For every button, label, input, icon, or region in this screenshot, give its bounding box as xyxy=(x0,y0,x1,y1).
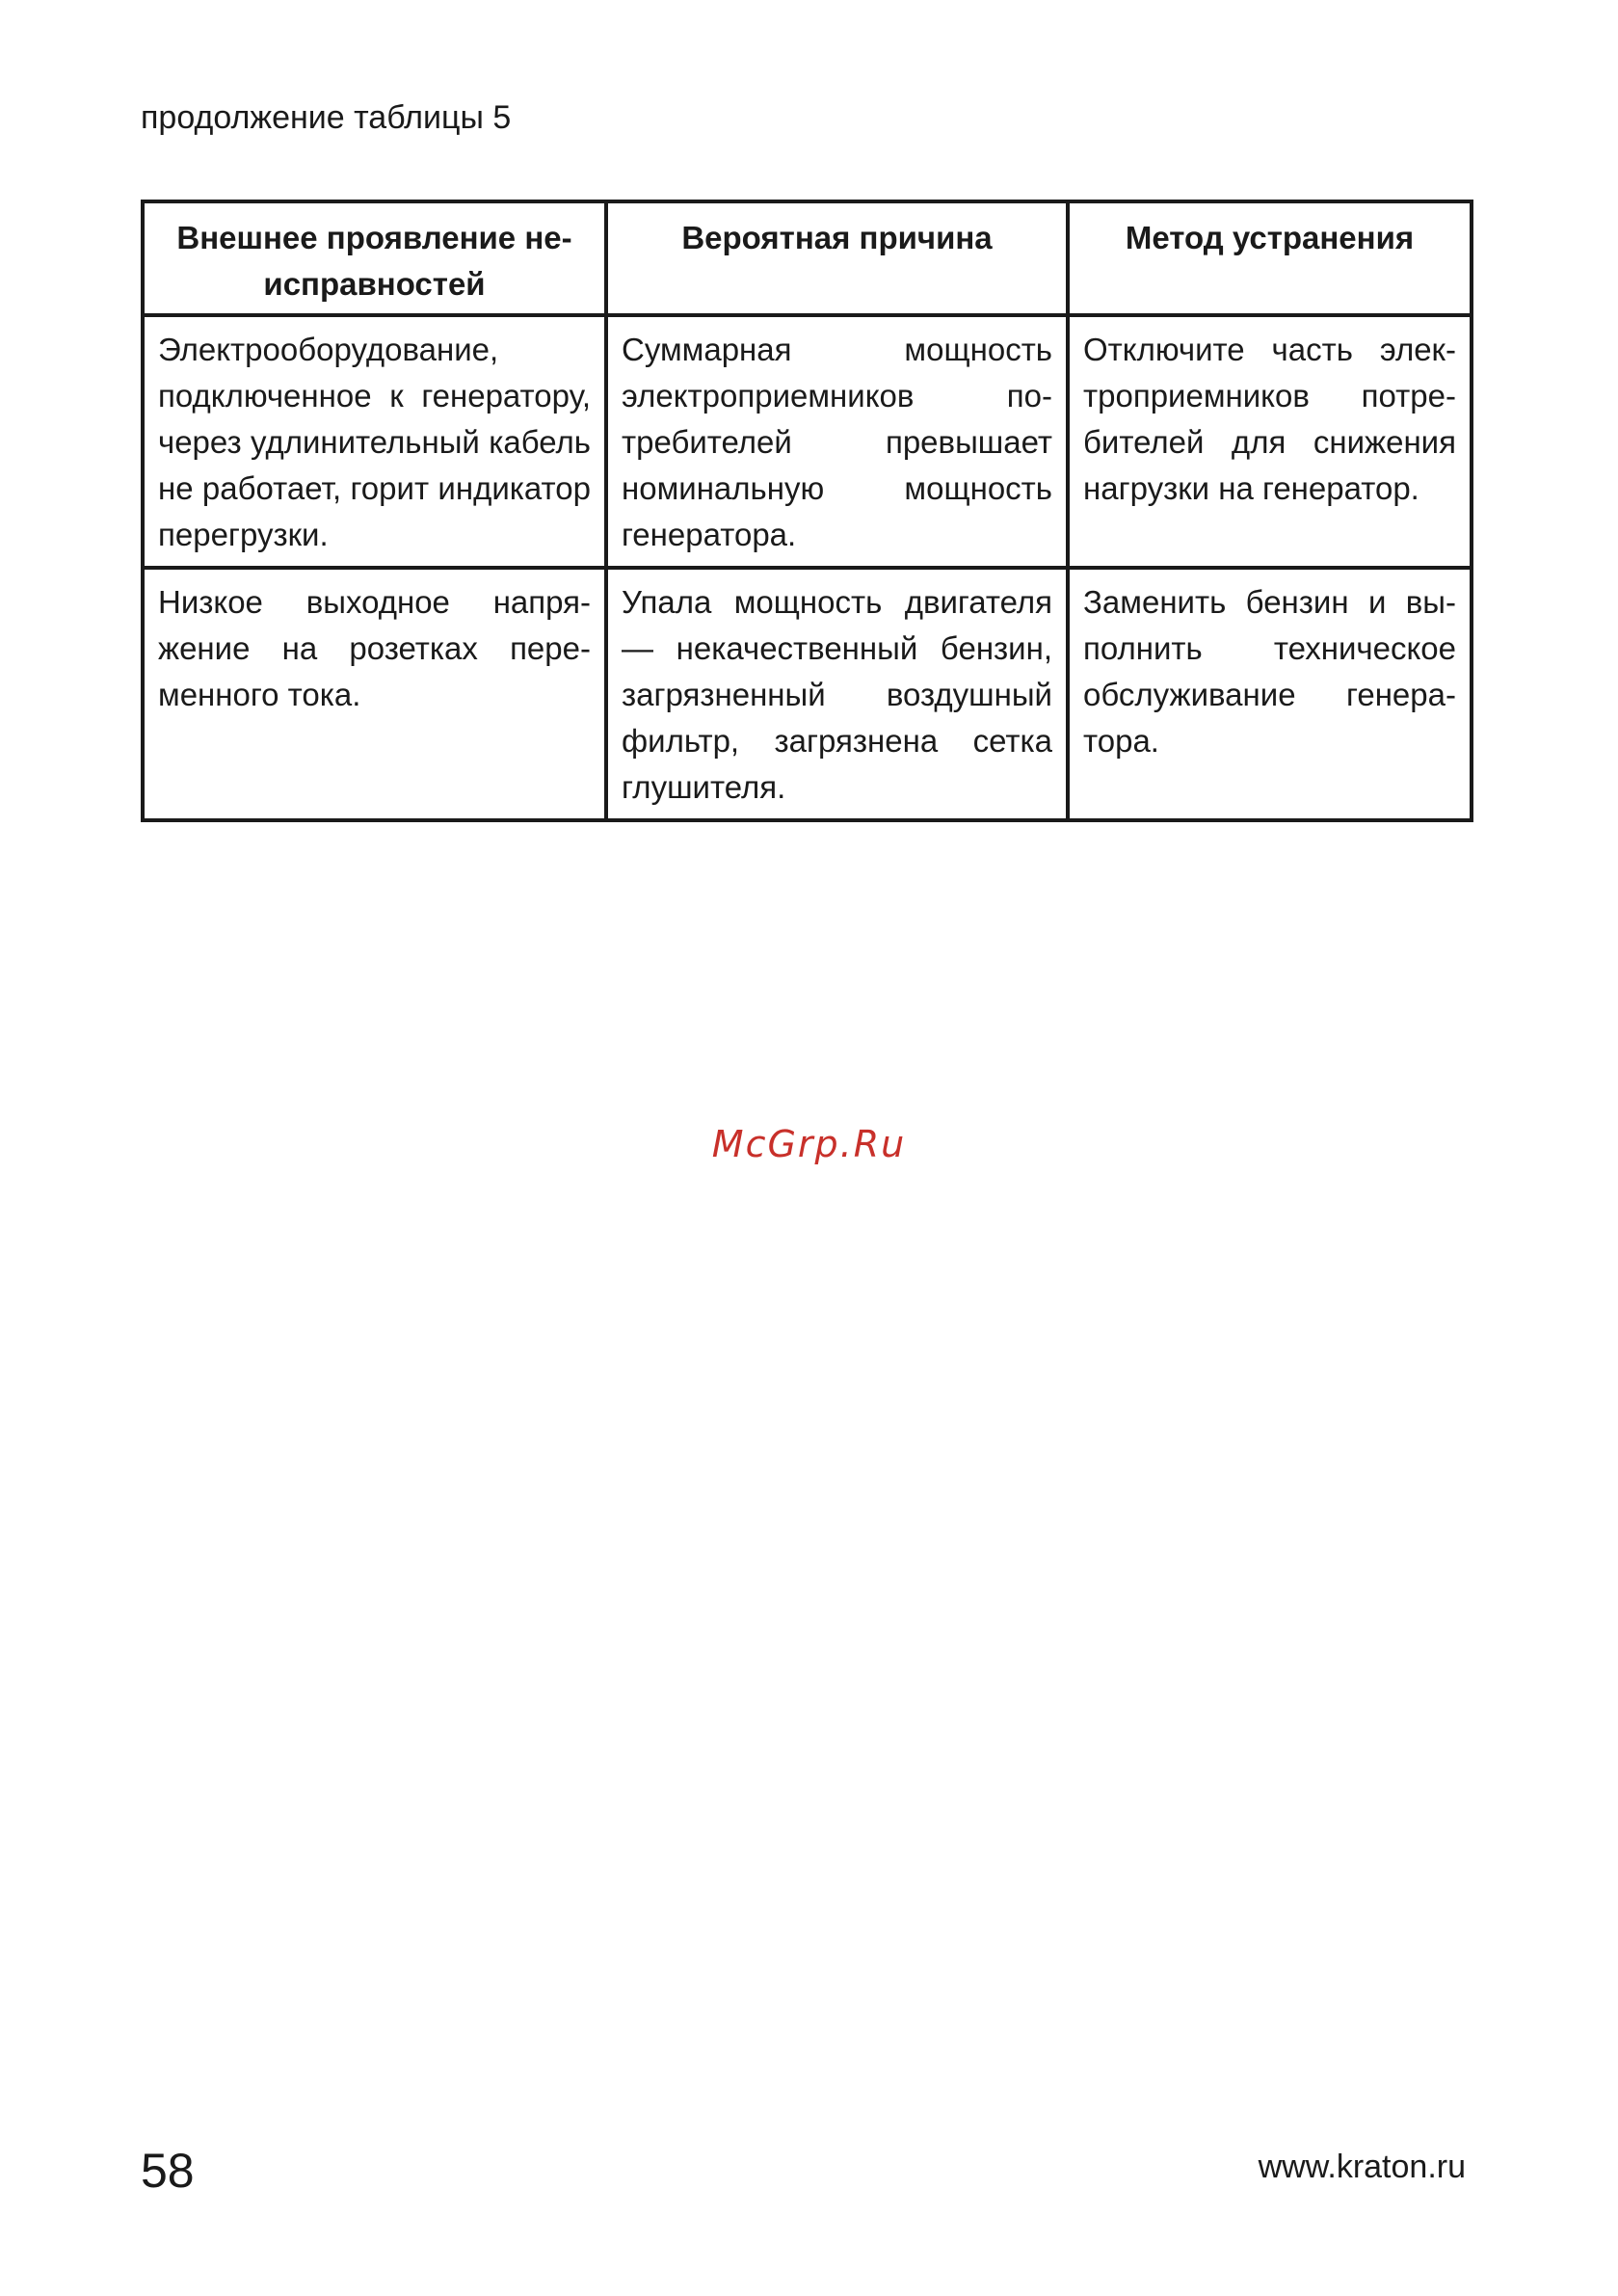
troubleshooting-table xyxy=(141,200,1473,822)
header-remedy: Метод устранения xyxy=(1068,201,1472,315)
table-caption: продолжение таблицы 5 xyxy=(141,99,512,136)
row-2-cause: Упала мощность двигателя — некачественный бензин, загрязненный воздушный фильтр, загрязнена сетка глушителя. xyxy=(606,568,1068,820)
table-row xyxy=(143,568,1472,820)
header-symptom: Внешнее проявление неисправностей xyxy=(143,201,606,315)
row-1-cause: Суммарная мощность электроприемников потребителей превышает номинальную мощность генератора. xyxy=(606,315,1068,568)
watermark: McGrp.Ru xyxy=(711,1123,907,1165)
row-2-symptom: Низкое выходное напряжение на розетках переменного тока. xyxy=(143,568,606,820)
table-row xyxy=(143,315,1472,568)
website-link[interactable]: www.kraton.ru xyxy=(1258,2149,1466,2185)
row-1-symptom: Электрооборудование, подключенное к генератору, через удлинительный кабель не работает, горит индикатор перегрузки. xyxy=(143,315,606,568)
row-2-remedy: Заменить бензин и выполнить техническое обслуживание генератора. xyxy=(1068,568,1472,820)
row-1-remedy: Отключите часть электроприемников потребителей для снижения нагрузки на генератор. xyxy=(1068,315,1472,568)
table-header-row xyxy=(143,201,1472,315)
page-number: 58 xyxy=(141,2144,195,2198)
header-cause: Вероятная причина xyxy=(606,201,1068,315)
